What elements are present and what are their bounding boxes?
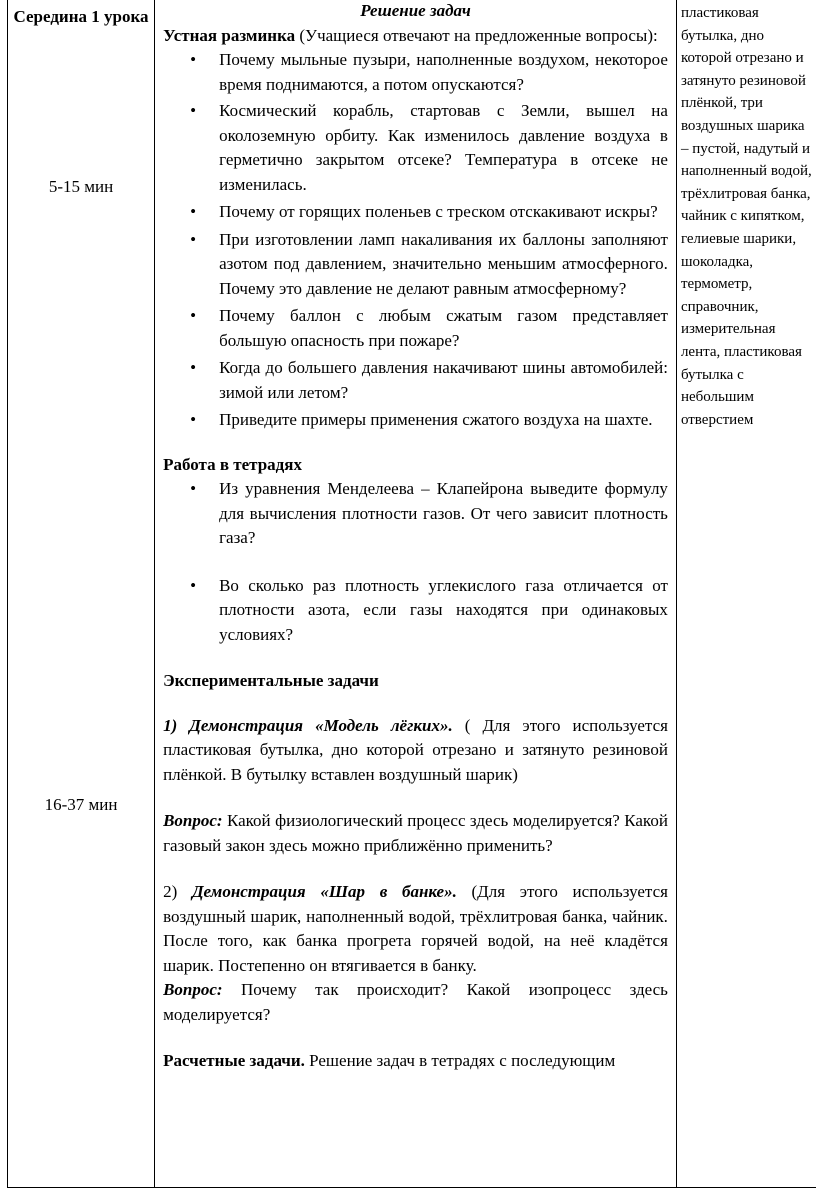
spacer: [163, 647, 668, 669]
spacer: [163, 1027, 668, 1049]
list-item: [163, 48, 668, 97]
time-label-1: 5-15 мин: [48, 177, 114, 196]
list-item: [163, 228, 668, 302]
list-item: [163, 408, 668, 433]
stage-title: Середина 1 урока: [13, 7, 149, 26]
list-item: [163, 99, 668, 197]
question-text: При изготовлении ламп накаливания их баллоны заполняют азотом под давлением, значительно меньшим атмосферного. Почему это давление не делают равным атмосферному?: [219, 229, 668, 298]
equipment-list: пластиковая бутылка, дно которой отрезано и затянуто резиновой плёнкой, три воздушных шарика – пустой, надутый и наполненный водой, трёхлитровая банка, чайник с кипятком, гелиевые шарики, шоколадка, термометр, справочник, измерительная лента, пластиковая бутылка с небольшим отверстием: [680, 5, 812, 428]
main-content: [155, 0, 676, 1074]
bullet-icon: •: [190, 479, 197, 498]
bullet-icon: •: [190, 358, 197, 377]
demo2-text: (Для этого используется воздушный шарик, наполненный водой, трёхлитровая банка, чайник. После того, как банка прогрета горячей водой, на неё кладётся шарик. Постепенно он втягивается в банку.: [163, 882, 668, 975]
demo2-question: [163, 978, 668, 1027]
list-item: [163, 574, 668, 648]
task-text: Во сколько раз плотность углекислого газа отличается от плотности азота, если газы находятся при одинаковых условиях?: [219, 575, 668, 644]
notebook-title: Работа в тетрадях: [163, 454, 302, 474]
spacer: [163, 694, 668, 714]
demo1-question-label: Вопрос:: [163, 811, 223, 830]
demo1-paragraph: [163, 714, 668, 788]
table-row: [8, 0, 816, 1188]
bullet-icon: •: [190, 410, 197, 429]
bullet-icon: •: [190, 101, 197, 120]
task-text: Из уравнения Менделеева – Клапейрона выведите формулу для вычисления плотности газов. От чего зависит плотность газа?: [219, 479, 668, 547]
question-text: Приведите примеры применения сжатого воздуха на шахте.: [219, 410, 653, 429]
bullet-icon: •: [190, 306, 197, 325]
time-label-2: 16-37 мин: [44, 795, 118, 814]
bullet-icon: •: [190, 50, 197, 69]
calc-paragraph: [163, 1049, 668, 1074]
question-text: Почему мыльные пузыри, наполненные воздухом, некоторое время поднимаются, а потом опускаются?: [219, 50, 668, 94]
list-item: [163, 304, 668, 353]
demo1-text: ( Для этого используется пластиковая бутылка, дно которой отрезано и затянуто резиновой плёнкой. В бутылку вставлен воздушный шарик): [163, 715, 668, 784]
time-cell: [8, 0, 154, 1187]
equipment-column: [676, 0, 816, 1188]
notebook-tasks: [163, 477, 668, 647]
demo2-paragraph: [163, 880, 668, 978]
list-item: [163, 356, 668, 405]
calc-title: Расчетные задачи.: [163, 1051, 305, 1070]
demo1-question-text: Какой физиологический процесс здесь моделируется? Какой газовый закон здесь можно приближённо применить?: [163, 811, 668, 855]
demo2-title: Демонстрация «Шар в банке».: [191, 882, 457, 901]
warmup-paragraph: [163, 24, 668, 49]
warmup-title: Устная разминка: [163, 25, 296, 45]
calc-text: Решение задач в тетрадях с последующим: [304, 1051, 616, 1070]
time-column: [8, 0, 155, 1188]
section-title: Решение задач: [360, 1, 471, 20]
question-text: Почему от горящих поленьев с треском отскакивают искры?: [219, 202, 658, 221]
demo2-question-text: Почему так происходит? Какой изопроцесс здесь моделируется?: [163, 980, 668, 1024]
lesson-plan-table: [7, 0, 816, 1188]
question-text: Космический корабль, стартовав с Земли, вышел на околоземную орбиту. Как изменилось давление воздуха в герметично закрытом отсеке? Температура в отсеке не изменилась.: [219, 101, 668, 194]
list-item: [163, 477, 668, 551]
warmup-questions: [163, 48, 668, 433]
demo1-question: [163, 809, 668, 858]
demo1-title: 1) Демонстрация «Модель лёгких».: [163, 715, 453, 735]
question-text: Почему баллон с любым сжатым газом представляет большую опасность при пожаре?: [219, 306, 668, 350]
content-column: [155, 0, 677, 1188]
demo2-question-label: Вопрос:: [163, 980, 223, 999]
question-text: Когда до большего давления накачивают шины автомобилей: зимой или летом?: [219, 358, 668, 402]
spacer: [163, 433, 668, 453]
bullet-icon: •: [190, 575, 197, 595]
experimental-title: Экспериментальные задачи: [163, 671, 379, 690]
spacer: [163, 787, 668, 809]
demo2-number: 2): [163, 882, 192, 901]
warmup-intro: (Учащиеся отвечают на предложенные вопросы):: [295, 25, 658, 45]
bullet-icon: •: [190, 229, 197, 249]
bullet-icon: •: [190, 202, 197, 221]
spacer: [163, 858, 668, 880]
list-item: [163, 200, 668, 225]
